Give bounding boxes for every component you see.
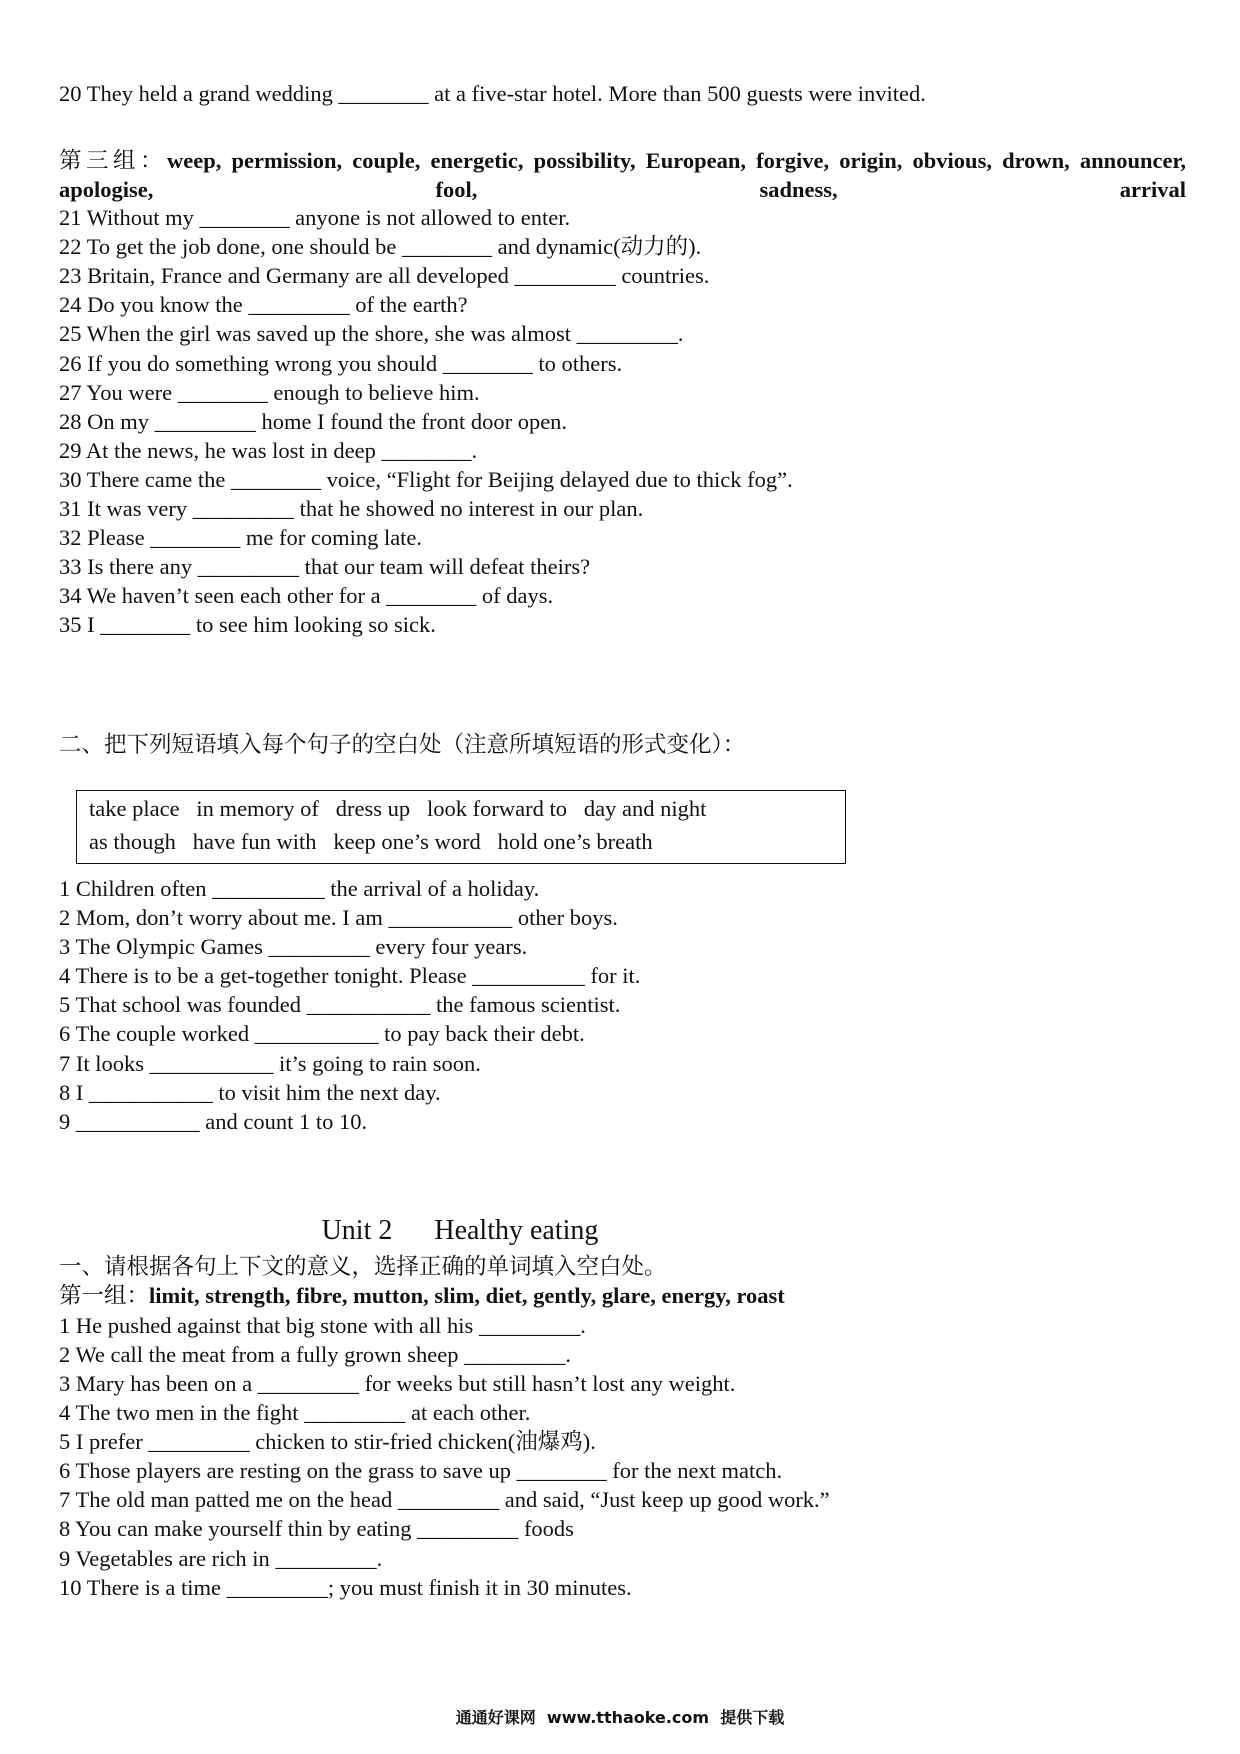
phrase-question-8: 8 I ___________ to visit him the next day. bbox=[59, 1080, 441, 1105]
unit2-question-4: 4 The two men in the fight _________ at each other. bbox=[59, 1400, 531, 1425]
footer-source: 通通好课网 www.tthaoke.com 提供下载 bbox=[455, 1708, 785, 1727]
phrase-question-1: 1 Children often __________ the arrival of a holiday. bbox=[59, 876, 540, 901]
phrase-question-4: 4 There is to be a get-together tonight. Please __________ for it. bbox=[59, 963, 641, 988]
question-22: 22 To get the job done, one should be ________ and dynamic(动力的). bbox=[59, 234, 702, 259]
question-28: 28 On my _________ home I found the front door open. bbox=[59, 409, 568, 434]
question-30: 30 There came the ________ voice, “Flight for Beijing delayed due to thick fog”. bbox=[59, 467, 793, 492]
phrase-question-9: 9 ___________ and count 1 to 10. bbox=[59, 1109, 368, 1134]
question-32: 32 Please ________ me for coming late. bbox=[59, 525, 423, 550]
unit2-question-2: 2 We call the meat from a fully grown sheep _________. bbox=[59, 1342, 572, 1367]
question-24: 24 Do you know the _________ of the earth? bbox=[59, 292, 468, 317]
question-29: 29 At the news, he was lost in deep ________. bbox=[59, 438, 478, 463]
question-35: 35 I ________ to see him looking so sick. bbox=[59, 612, 436, 637]
unit2-instruction: 一、请根据各句上下文的意义，选择正确的单词填入空白处。 bbox=[59, 1254, 667, 1279]
unit2-question-6: 6 Those players are resting on the grass to save up ________ for the next match. bbox=[59, 1458, 783, 1483]
phrase-question-3: 3 The Olympic Games _________ every four years. bbox=[59, 934, 528, 959]
phrase-question-5: 5 That school was founded ___________ the famous scientist. bbox=[59, 992, 621, 1017]
phrase-question-7: 7 It looks ___________ it’s going to rain soon. bbox=[59, 1051, 481, 1076]
unit2-question-5: 5 I prefer _________ chicken to stir-fried chicken(油爆鸡). bbox=[59, 1429, 596, 1454]
question-20: 20 They held a grand wedding ________ at a five-star hotel. More than 500 guests were invited. bbox=[59, 81, 926, 106]
question-34: 34 We haven’t seen each other for a ________ of days. bbox=[59, 583, 554, 608]
question-27: 27 You were ________ enough to believe him. bbox=[59, 380, 480, 405]
unit2-question-7: 7 The old man patted me on the head _________ and said, “Just keep up good work.” bbox=[59, 1487, 830, 1512]
question-31: 31 It was very _________ that he showed no interest in our plan. bbox=[59, 496, 644, 521]
unit2-group1-heading bbox=[59, 1282, 1186, 1310]
unit2-question-9: 9 Vegetables are rich in _________. bbox=[59, 1546, 383, 1571]
question-33: 33 Is there any _________ that our team will defeat theirs? bbox=[59, 554, 591, 579]
unit2-question-3: 3 Mary has been on a _________ for weeks but still hasn’t lost any weight. bbox=[59, 1371, 736, 1396]
section2-instruction: 二、把下列短语填入每个句子的空白处（注意所填短语的形式变化）： bbox=[59, 732, 746, 757]
unit2-group1-label: 第一组： bbox=[59, 1283, 150, 1308]
phrase-question-2: 2 Mom, don’t worry about me. I am ___________ other boys. bbox=[59, 905, 618, 930]
question-26: 26 If you do something wrong you should ________ to others. bbox=[59, 351, 623, 376]
unit2-question-1: 1 He pushed against that big stone with all his _________. bbox=[59, 1313, 586, 1338]
phrase-box bbox=[76, 790, 846, 864]
group3-word-list: weep, permission, couple, energetic, possibility, European, forgive, origin, obvious, drown, announcer, apologise, fool, sadness, arrival bbox=[59, 148, 1186, 202]
unit2-question-8: 8 You can make yourself thin by eating _________ foods bbox=[59, 1516, 574, 1541]
group3-heading bbox=[59, 146, 1186, 204]
phrase-box-row-2: as though have fun with keep one’s word hold one’s breath bbox=[89, 829, 653, 854]
unit2-group1-word-list: limit, strength, fibre, mutton, slim, diet, gently, glare, energy, roast bbox=[149, 1283, 785, 1308]
unit2-question-10: 10 There is a time _________; you must finish it in 30 minutes. bbox=[59, 1575, 632, 1600]
phrase-box-row-1: take place in memory of dress up look forward to day and night bbox=[89, 796, 707, 821]
unit-title: Unit 2 Healthy eating bbox=[321, 1215, 599, 1246]
question-25: 25 When the girl was saved up the shore, she was almost _________. bbox=[59, 321, 684, 346]
question-21: 21 Without my ________ anyone is not allowed to enter. bbox=[59, 205, 571, 230]
phrase-question-6: 6 The couple worked ___________ to pay back their debt. bbox=[59, 1021, 585, 1046]
group3-label: 第三组： bbox=[59, 148, 167, 173]
question-23: 23 Britain, France and Germany are all developed _________ countries. bbox=[59, 263, 710, 288]
